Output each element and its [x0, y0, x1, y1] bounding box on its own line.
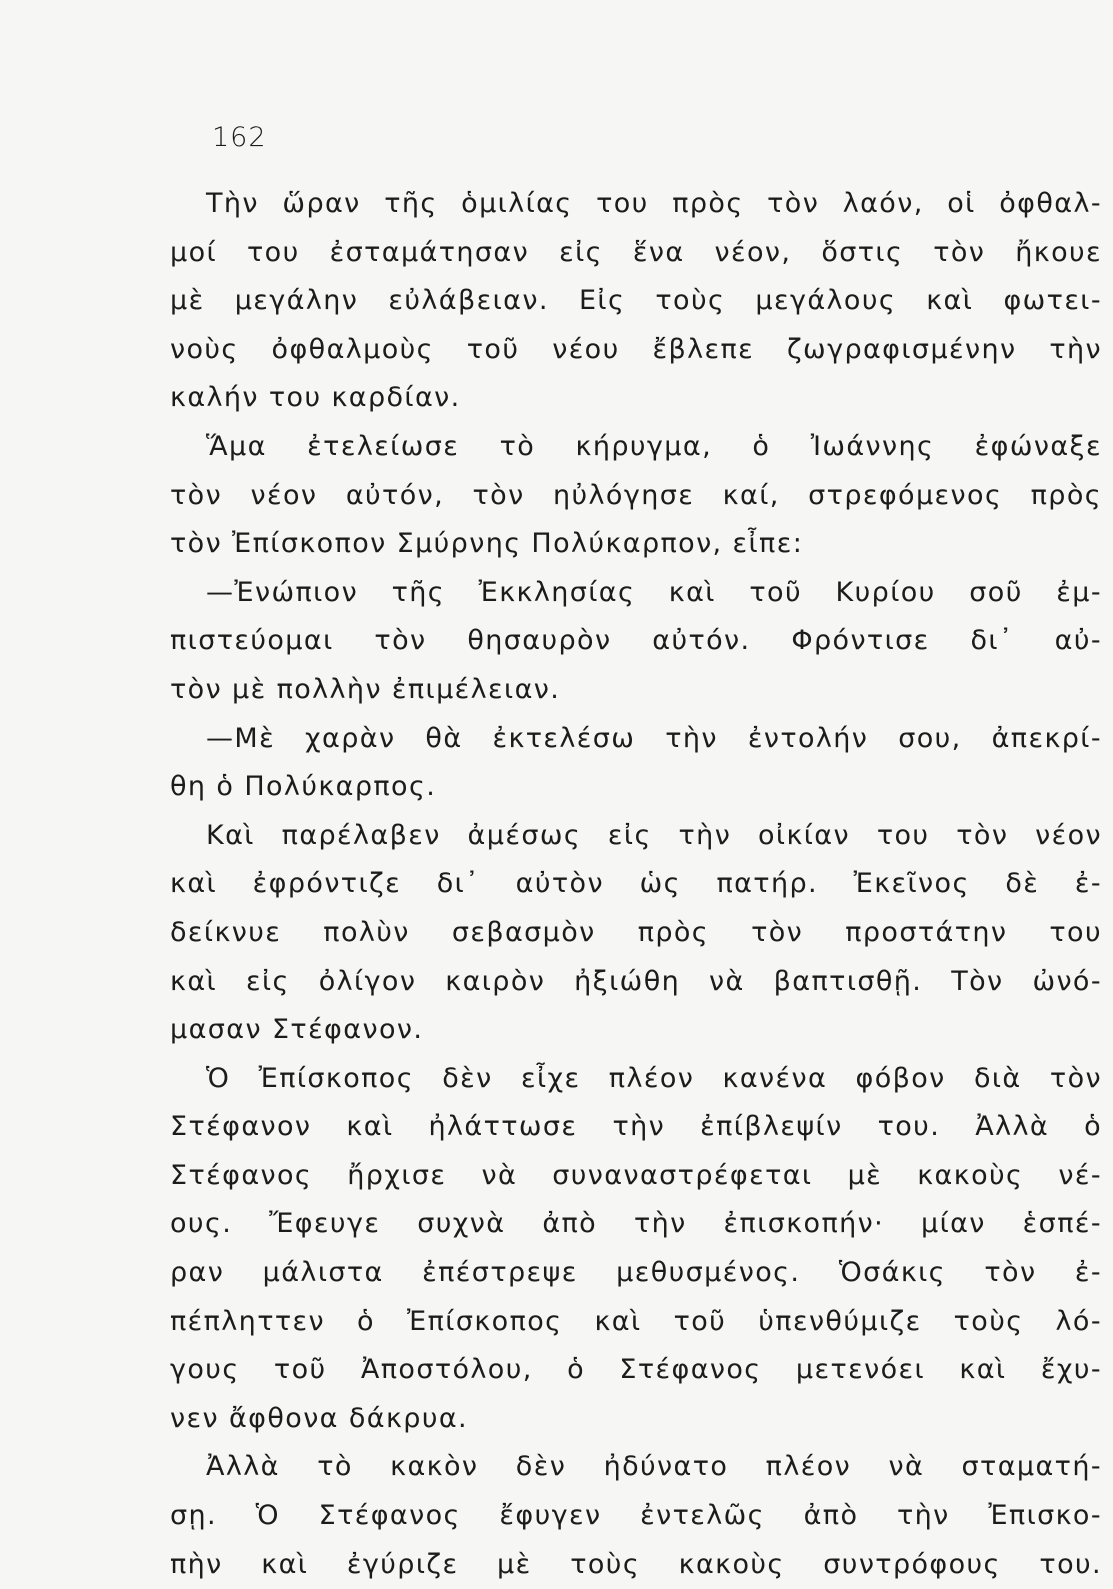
text-line: Καὶ παρέλαβεν ἀμέσως εἰς τὴν οἰκίαν του τὸν νέον	[206, 819, 1102, 851]
text-line: πέπληττεν ὁ Ἐπίσκοπος καὶ τοῦ ὑπενθύμιζε τοὺς λό-	[170, 1305, 1102, 1337]
text-line: ραν μάλιστα ἐπέστρεψε μεθυσμένος. Ὁσάκις τὸν ἐ-	[170, 1257, 1102, 1289]
text-line: καὶ εἰς ὀλίγον καιρὸν ἠξιώθη νὰ βαπτισθῇ. Τὸν ὠνό-	[170, 965, 1102, 997]
text-line: καλήν του καρδίαν.	[170, 382, 461, 414]
text-line: Τὴν ὥραν τῆς ὁμιλίας του πρὸς τὸν λαόν, οἱ ὀφθαλ-	[206, 188, 1102, 219]
text-line: νοὺς ὀφθαλμοὺς τοῦ νέου ἔβλεπε ζωγραφισμένην τὴν	[170, 333, 1102, 365]
text-line: Ὁ Ἐπίσκοπος δὲν εἶχε πλέον κανένα φόβον διὰ τὸν	[206, 1062, 1102, 1094]
text-line: Στέφανον καὶ ἠλάττωσε τὴν ἐπίβλεψίν του. Ἀλλὰ ὁ	[170, 1111, 1102, 1143]
text-line: τὸν νέον αὐτόν, τὸν ηὐλόγησε καί, στρεφόμενος πρὸς	[170, 479, 1102, 511]
body-text	[170, 180, 1102, 1589]
text-line: Ἀλλὰ τὸ κακὸν δὲν ἠδύνατο πλέον νὰ σταματή-	[206, 1451, 1102, 1483]
text-line: σῃ. Ὁ Στέφανος ἔφυγεν ἐντελῶς ἀπὸ τὴν Ἐπισκο-	[170, 1500, 1102, 1532]
text-line: δείκνυε πολὺν σεβασμὸν πρὸς τὸν προστάτην του	[170, 916, 1102, 948]
text-line: γους τοῦ Ἀποστόλου, ὁ Στέφανος μετενόει καὶ ἔχυ-	[170, 1354, 1102, 1386]
page-number: 162	[212, 122, 267, 153]
text-line: καὶ ἐφρόντιζε δι᾽ αὐτὸν ὡς πατήρ. Ἐκεῖνος δὲ ἐ-	[170, 868, 1102, 900]
text-line: τὸν μὲ πολλὴν ἐπιμέλειαν.	[170, 673, 561, 705]
text-line: —Μὲ χαρὰν θὰ ἐκτελέσω τὴν ἐντολήν σου, ἀπεκρί-	[206, 722, 1102, 754]
text-line: —Ἐνώπιον τῆς Ἐκκλησίας καὶ τοῦ Κυρίου σοῦ ἐμ-	[206, 576, 1102, 608]
text-line: θη ὁ Πολύκαρπος.	[170, 771, 437, 803]
text-line: Ἅμα ἐτελείωσε τὸ κήρυγμα, ὁ Ἰωάννης ἐφώναξε	[206, 430, 1102, 462]
text-line: Στέφανος ἤρχισε νὰ συναναστρέφεται μὲ κακοὺς νέ-	[170, 1159, 1102, 1191]
text-line: τὸν Ἐπίσκοπον Σμύρνης Πολύκαρπον, εἶπε:	[170, 528, 804, 560]
text-line: νεν ἄφθονα δάκρυα.	[170, 1402, 469, 1434]
text-line: μοί του ἐσταμάτησαν εἰς ἕνα νέον, ὅστις τὸν ἤκουε	[170, 236, 1102, 268]
text-line: ους. Ἔφευγε συχνὰ ἀπὸ τὴν ἐπισκοπήν· μίαν ἑσπέ-	[170, 1208, 1102, 1240]
text-line: μασαν Στέφανον.	[170, 1014, 424, 1046]
text-line: μὲ μεγάλην εὐλάβειαν. Εἰς τοὺς μεγάλους καὶ φωτει-	[170, 285, 1102, 317]
text-line: πὴν καὶ ἐγύριζε μὲ τοὺς κακοὺς συντρόφους του.	[170, 1548, 1102, 1580]
text-line: πιστεύομαι τὸν θησαυρὸν αὐτόν. Φρόντισε δι᾽ αὐ-	[170, 625, 1102, 657]
